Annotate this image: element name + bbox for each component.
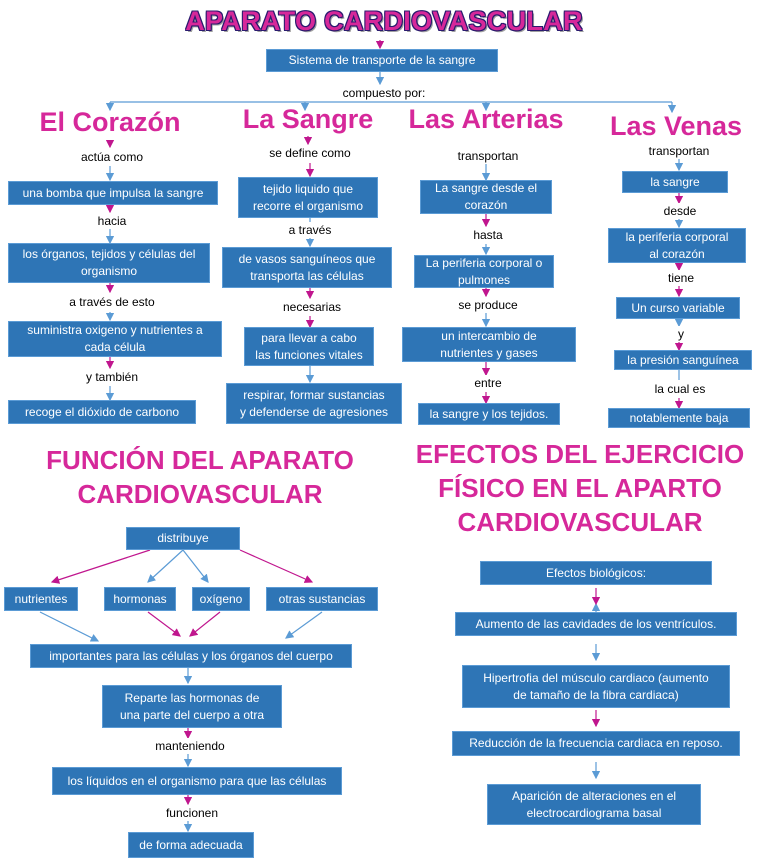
- aumento-box: [455, 612, 737, 636]
- arterias-box-2-line-1: La periferia corporal o: [425, 255, 543, 270]
- arterias-box-1: [420, 180, 552, 214]
- arterias-box-2-line-2: pulmones: [457, 272, 511, 287]
- venas-label-3: tiene: [658, 270, 704, 286]
- corazon-label-1: actúa como: [70, 149, 154, 165]
- arterias-box-3-line-1: un intercambio de: [441, 328, 537, 343]
- biologicos-text: Efectos biológicos:: [545, 565, 647, 580]
- reparte-line-2: una parte del cuerpo a otra: [119, 707, 265, 722]
- corazon-box-4-text: recoge el dióxido de carbono: [24, 404, 180, 419]
- venas-box-3: [616, 297, 740, 319]
- distribuye-box: [126, 527, 240, 550]
- venas-box-5-text: notablemente baja: [629, 410, 729, 425]
- venas-box-4-text: la presión sanguínea: [627, 352, 739, 367]
- corazon-box-2-line-1: los órganos, tejidos y células del: [22, 247, 196, 261]
- aparicion-line-2: electrocardiograma basal: [526, 805, 662, 820]
- importantes-text: importantes para las células y los órganos del cuerpo: [49, 648, 333, 663]
- sangre-box-4-line-2: y defenderse de agresiones: [239, 404, 389, 419]
- arterias-box-4: [418, 403, 560, 425]
- distribuye-text: distribuye: [157, 531, 209, 545]
- venas-box-2-line-1: la periferia corporal: [625, 229, 729, 244]
- system-box: Sistema de transporte de la sangre: [266, 49, 498, 72]
- corazon-box-2: [8, 243, 210, 283]
- hormonas-text: hormonas: [113, 591, 167, 606]
- arterias-box-3: [402, 327, 576, 362]
- corazon-box-3-line-1: suministra oxigeno y nutrientes a: [27, 323, 203, 337]
- composed-label: compuesto por:: [330, 85, 438, 101]
- corazon-box-3-line-2: cada célula: [84, 340, 146, 354]
- reparte-box: [102, 685, 282, 728]
- corazon-label-3: a través de esto: [55, 294, 169, 310]
- heading-sangre: La Sangre: [242, 104, 374, 134]
- sangre-box-1-line-2: recorre el organismo: [252, 198, 364, 213]
- arterias-label-2: hasta: [462, 227, 514, 243]
- venas-box-1: [622, 171, 728, 193]
- biologicos-box: [480, 561, 712, 585]
- otras-sustancias-box: [266, 587, 378, 611]
- arterias-box-1-line-1: La sangre desde el: [434, 181, 538, 195]
- reduccion-text: Reducción de la frecuencia cardiaca en reposo.: [469, 736, 723, 750]
- hipertrofia-line-1: Hipertrofia del músculo cardiaco (aumento: [483, 670, 709, 685]
- corazon-box-1-text: una bomba que impulsa la sangre: [22, 185, 204, 200]
- sangre-box-3-line-1: para llevar a cabo: [261, 330, 357, 345]
- sangre-box-3-line-2: las funciones vitales: [255, 347, 363, 362]
- venas-box-5: [608, 408, 750, 428]
- arterias-label-1: transportan: [444, 148, 532, 164]
- reparte-line-1: Reparte las hormonas de: [124, 690, 260, 705]
- venas-label-4: y: [669, 326, 693, 342]
- venas-box-4: [614, 350, 752, 370]
- nutrientes-text: nutrientes: [14, 591, 68, 606]
- efectos-title-line-1: EFECTOS DEL EJERCICIO: [415, 439, 745, 469]
- hormonas-box: [104, 587, 176, 611]
- venas-box-1-text: la sangre: [650, 174, 700, 189]
- venas-label-2: desde: [652, 203, 708, 219]
- venas-label-5: la cual es: [640, 381, 720, 397]
- reduccion-box: [452, 731, 740, 756]
- funcion-title-line-1: FUNCIÓN DEL APARATO: [46, 445, 354, 475]
- venas-box-2: [608, 228, 746, 263]
- funcionen-label: funcionen: [154, 805, 230, 821]
- sangre-label-3: necesarias: [272, 299, 352, 315]
- arterias-box-4-text: la sangre y los tejidos.: [429, 406, 549, 421]
- adecuada-text: de forma adecuada: [139, 837, 243, 852]
- sangre-box-1-line-1: tejido liquido que: [262, 181, 354, 196]
- importantes-box: [30, 644, 352, 668]
- sangre-box-4: [226, 383, 402, 424]
- corazon-box-4: [8, 400, 196, 424]
- heading-venas: Las Venas: [609, 111, 743, 141]
- liquidos-text: los líquidos en el organismo para que las células: [67, 773, 327, 788]
- sangre-box-2-line-1: de vasos sanguíneos que: [238, 251, 376, 266]
- sangre-box-4-line-1: respirar, formar sustancias: [243, 387, 385, 402]
- arterias-box-1-line-2: corazón: [464, 198, 508, 212]
- efectos-title-line-2: FÍSICO EN EL APARTO: [438, 473, 722, 503]
- sangre-label-2: a través: [276, 222, 344, 238]
- sangre-box-1: [238, 177, 378, 218]
- venas-label-1: transportan: [634, 143, 724, 159]
- sangre-label-1: se define como: [250, 145, 370, 161]
- aparicion-box: [487, 784, 701, 825]
- manteniendo-label: manteniendo: [142, 738, 238, 754]
- arterias-label-4: entre: [462, 375, 514, 391]
- oxigeno-text: oxígeno: [199, 591, 243, 606]
- corazon-box-1: [8, 181, 218, 205]
- sangre-box-2-line-2: transporta las células: [250, 268, 364, 283]
- heading-corazon: El Corazón: [39, 107, 181, 137]
- corazon-box-2-line-2: organismo: [80, 264, 138, 278]
- aumento-text: Aumento de las cavidades de los ventrículos.: [475, 616, 717, 631]
- hipertrofia-line-2: de tamaño de la fibra cardiaca): [513, 687, 679, 702]
- sangre-box-3: [244, 327, 374, 366]
- arterias-box-2: [414, 255, 554, 288]
- aparicion-line-1: Aparición de alteraciones en el: [511, 788, 677, 803]
- adecuada-box: [128, 832, 254, 858]
- arterias-label-3: se produce: [442, 297, 534, 313]
- nutrientes-box: [4, 587, 78, 611]
- corazon-label-4: y también: [70, 369, 154, 385]
- heading-arterias: Las Arterias: [408, 104, 564, 134]
- venas-box-2-line-2: al corazón: [649, 246, 705, 261]
- oxigeno-box: [192, 587, 250, 611]
- hipertrofia-box: [462, 665, 730, 708]
- page-title: APARATO CARDIOVASCULAR: [185, 6, 583, 36]
- otras-sustancias-text: otras sustancias: [278, 591, 366, 606]
- corazon-label-2: hacia: [84, 213, 140, 229]
- venas-box-3-text: Un curso variable: [631, 300, 725, 315]
- efectos-title-line-3: CARDIOVASCULAR: [457, 507, 703, 537]
- funcion-title-line-2: CARDIOVASCULAR: [77, 479, 323, 509]
- sangre-box-2: [222, 247, 392, 288]
- corazon-box-3: [8, 321, 222, 357]
- liquidos-box: [52, 767, 342, 795]
- arterias-box-3-line-2: nutrientes y gases: [440, 345, 538, 360]
